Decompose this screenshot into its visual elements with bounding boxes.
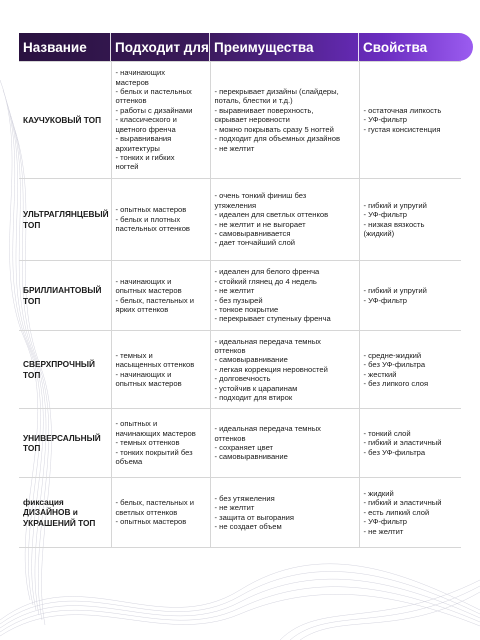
cell-line: - перекрывает дизайны (слайдеры, [214,87,339,97]
header-suitable: Подходит для [111,33,210,61]
cell-line: - идеальная передача темных [214,424,321,434]
cell-line: - густая консистенция [363,124,441,134]
properties-cell [359,261,461,331]
cell-line: - идеален для белого френча [214,267,320,277]
properties-cell [359,179,461,261]
cell-line: - УФ-фильтр [363,115,407,125]
cell-line: - низкая вязкость [363,219,425,229]
cell-line: - устойчив к царапинам [214,383,298,393]
product-name: КАУЧУКОВЫЙ ТОП [19,62,111,179]
decorative-wave-bottom [0,550,480,640]
product-name: фиксация ДИЗАЙНОВ и УКРАШЕНИЙ ТОП [19,478,111,548]
cell-line: скрывает неровности [214,115,290,125]
cell-line: светлых оттенков [115,507,178,517]
cell-line: - не желтит [214,143,255,153]
cell-line: оттенков [115,96,147,106]
properties-cell [359,331,461,409]
product-name: УНИВЕРСАЛЬНЫЙ ТОП [19,409,111,478]
cell-line: - идеальная передача темных [214,336,321,346]
suitable-cell [111,478,210,548]
cell-line: ярких оттенков [115,304,169,314]
cell-line: - не желтит [363,526,404,536]
cell-line: (жидкий) [363,228,395,238]
cell-line: архитектуры [115,143,160,153]
cell-line: опытных мастеров [115,378,182,388]
cell-line: - гибкий и эластичный [363,438,442,448]
cell-line: оттенков [214,345,246,355]
cell-line: - долговечность [214,374,271,384]
cell-line: опытных мастеров [115,286,182,296]
cell-line: - есть липкий слой [363,507,430,517]
cell-line: - УФ-фильтр [363,210,407,220]
cell-line: объема [115,457,143,467]
advantages-cell [210,62,359,179]
table-header [19,33,473,61]
cell-line: - белых, пастельных и [115,295,194,305]
cell-line: - тонких и гибких [115,152,175,162]
cell-line: - без липкого слоя [363,378,429,388]
cell-line: - работы с дизайнами [115,105,193,115]
cell-line: - УФ-фильтр [363,517,407,527]
cell-line: цветного френча [115,124,176,134]
suitable-cell [111,179,210,261]
cell-line: - классического и [115,115,177,125]
cell-line: - начинающих [115,68,165,78]
cell-line: - начинающих и [115,276,172,286]
cell-line: - жидкий [363,488,394,498]
cell-line: поталь, блестки и т.д.) [214,96,293,106]
cell-line: насыщенных оттенков [115,360,195,370]
cell-line: - средне-жидкий [363,350,422,360]
cell-line: - белых, пастельных и [115,498,194,508]
cell-line: - тонких покрытий без [115,447,193,457]
cell-line: - идеален для светлых оттенков [214,210,329,220]
cell-line: - очень тонкий финиш без [214,191,307,201]
cell-line: - опытных мастеров [115,517,187,527]
cell-line: - начинающих и [115,369,172,379]
header-name: Название [19,33,111,61]
cell-line: - выравнивания [115,134,172,144]
advantages-cell [210,478,359,548]
cell-line: - гибкий и эластичный [363,498,442,508]
product-name: БРИЛЛИАНТОВЫЙ ТОП [19,261,111,331]
cell-line: мастеров [115,77,149,87]
table-row [19,62,461,179]
cell-line: - опытных и [115,419,158,429]
cell-line: - легкая коррекция неровностей [214,364,328,374]
cell-line: - самовыравнивание [214,355,288,365]
cell-line: - не желтит и не выгорает [214,219,306,229]
cell-line: начинающих мастеров [115,428,196,438]
properties-cell [359,62,461,179]
suitable-cell [111,331,210,409]
product-name: УЛЬТРАГЛЯНЦЕВЫЙ ТОП [19,179,111,261]
cell-line: - тонкое покрытие [214,304,279,314]
suitable-cell [111,409,210,478]
header-advantages: Преимущества [210,33,359,61]
suitable-cell [111,62,210,179]
comparison-table [19,61,461,548]
cell-line: пастельных оттенков [115,224,190,234]
cell-line: - дает тончайший слой [214,238,296,248]
cell-line: ногтей [115,162,139,172]
cell-line: - жесткий [363,369,397,379]
cell-line: - сохраняет цвет [214,443,274,452]
table-row [19,478,461,548]
cell-line: - защита от выгорания [214,512,295,522]
cell-line: - белых и плотных [115,214,181,224]
cell-line: - подходит для втирок [214,393,293,403]
cell-line: - перекрывает ступеньку френча [214,314,331,324]
cell-line: - опытных мастеров [115,205,187,215]
cell-line: - стойкий глянец до 4 недель [214,276,317,286]
cell-line: - без УФ-фильтра [363,360,426,370]
cell-line: - темных и [115,350,153,360]
cell-line: - не желтит [214,286,255,296]
suitable-cell [111,261,210,331]
advantages-cell [210,261,359,331]
cell-line: - можно покрывать сразу 5 ногтей [214,124,334,134]
cell-line: - без утяжеления [214,493,275,503]
cell-line: - без пузырей [214,295,263,305]
cell-line: - УФ-фильтр [363,295,407,305]
cell-line: - темных оттенков [115,438,180,448]
properties-cell [359,409,461,478]
advantages-cell [210,409,359,478]
cell-line: - без УФ-фильтра [363,447,426,457]
advantages-cell [210,331,359,409]
advantages-cell [210,179,359,261]
cell-line: утяжеления [214,200,257,210]
product-name: СВЕРХПРОЧНЫЙ ТОП [19,331,111,409]
cell-line: - гибкий и упругий [363,286,427,296]
cell-line: - выравнивает поверхность, [214,105,314,115]
cell-line: - белых и пастельных [115,87,192,97]
table-row [19,261,461,331]
header-properties: Свойства [363,39,428,55]
cell-line: - не создает объем [214,521,282,531]
cell-line: - самовыравнивается [214,228,291,238]
cell-line: оттенков [214,433,246,443]
table-row [19,409,461,478]
properties-cell [359,478,461,548]
cell-line: - остаточная липкость [363,105,442,115]
cell-line: - не желтит [214,503,255,513]
cell-line: - подходит для объемных дизайнов [214,134,340,144]
cell-line: - гибкий и упругий [363,200,427,210]
cell-line: - тонкий слой [363,428,411,438]
table-row [19,179,461,261]
cell-line: - самовыравнивание [214,452,288,462]
table-row [19,331,461,409]
